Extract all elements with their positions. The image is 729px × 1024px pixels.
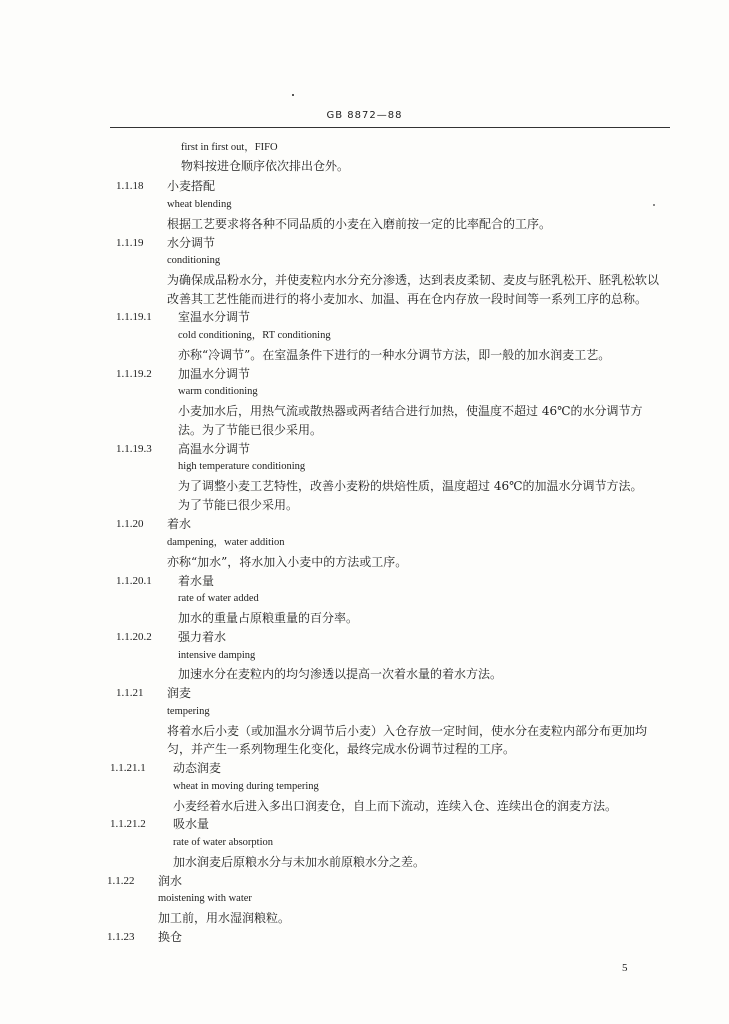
definition: 为确保成品粉水分，并使麦粒内水分充分渗透，达到表皮柔韧、麦皮与胚乳松开、胚乳松软以	[167, 273, 660, 287]
term-number: 1.1.19	[116, 237, 144, 249]
definition: 小麦加水后，用热气流或散热器或两者结合进行加热，使温度不超过 46℃的水分调节方	[178, 404, 643, 418]
header-rule	[110, 127, 670, 128]
term-title: 润麦	[167, 686, 192, 700]
english-term: rate of water absorption	[173, 837, 274, 848]
term-title: 换仓	[158, 930, 183, 944]
definition: 改善其工艺性能而进行的将小麦加水、加温、再在仓内存放一段时间等一系列工序的总称。	[167, 292, 648, 306]
term-title: 吸水量	[173, 817, 210, 831]
term-number: 1.1.18	[116, 180, 144, 192]
term-number: 1.1.21.1	[110, 762, 146, 774]
term-number: 1.1.22	[107, 875, 135, 887]
term-number: 1.1.23	[107, 931, 135, 943]
definition: 匀，并产生一系列物理生化变化，最终完成水份调节过程的工序。	[167, 742, 516, 756]
definition: 将着水后小麦（或加温水分调节后小麦）入仓存放一定时间，使水分在麦粒内部分布更加均	[167, 724, 648, 738]
definition: 加水润麦后原粮水分与未加水前原粮水分之差。	[173, 855, 426, 869]
term-number: 1.1.21.2	[110, 818, 146, 830]
english-term: wheat in moving during tempering	[173, 781, 319, 792]
term-title: 着水量	[178, 574, 215, 588]
english-term: intensive damping	[178, 650, 256, 661]
term-title: 水分调节	[167, 236, 216, 250]
term-number: 1.1.20.2	[116, 631, 152, 643]
term-title: 动态润麦	[173, 761, 222, 775]
english-term: tempering	[167, 706, 210, 717]
term-number: 1.1.21	[116, 687, 144, 699]
english-term: conditioning	[167, 255, 221, 266]
term-title: 加温水分调节	[178, 367, 251, 381]
term-title: 小麦搭配	[167, 179, 216, 193]
definition: 加速水分在麦粒内的均匀渗透以提高一次着水量的着水方法。	[178, 667, 503, 681]
term-title: 室温水分调节	[178, 310, 251, 324]
definition: 加水的重量占原粮重量的百分率。	[178, 611, 359, 625]
english-term: dampening，water addition	[167, 537, 285, 548]
english-term: warm conditioning	[178, 386, 258, 397]
english-term: first in first out，FIFO	[181, 142, 278, 153]
definition: 小麦经着水后进入多出口润麦仓，自上而下流动，连续入仓、连续出仓的润麦方法。	[173, 799, 618, 813]
definition: 亦称“加水”，将水加入小麦中的方法或工序。	[167, 555, 408, 569]
definition: 加工前，用水湿润粮粒。	[158, 911, 291, 925]
term-title: 高温水分调节	[178, 442, 251, 456]
english-term: rate of water added	[178, 593, 259, 604]
english-term: cold conditioning，RT conditioning	[178, 330, 331, 341]
definition: 法。为了节能已很少采用。	[178, 423, 323, 437]
document-header: GB 8872—88	[326, 110, 403, 121]
english-term: wheat blending	[167, 199, 232, 210]
definition: 物料按进仓顺序依次排出仓外。	[181, 159, 350, 173]
term-number: 1.1.19.1	[116, 311, 152, 323]
definition: 为了节能已很少采用。	[178, 498, 299, 512]
term-title: 强力着水	[178, 630, 227, 644]
definition: 为了调整小麦工艺特性，改善小麦粉的烘焙性质，温度超过 46℃的加温水分调节方法。	[178, 479, 643, 493]
term-number: 1.1.20	[116, 518, 144, 530]
definition: 根据工艺要求将各种不同品质的小麦在入磨前按一定的比率配合的工序。	[167, 217, 552, 231]
term-title: 润水	[158, 874, 183, 888]
term-title: 着水	[167, 517, 192, 531]
english-term: high temperature conditioning	[178, 461, 306, 472]
scan-speck	[292, 94, 294, 96]
term-number: 1.1.19.2	[116, 368, 152, 380]
page-number: 5	[622, 962, 628, 974]
scan-speck	[653, 204, 655, 206]
english-term: moistening with water	[158, 893, 252, 904]
term-number: 1.1.19.3	[116, 443, 152, 455]
term-number: 1.1.20.1	[116, 575, 152, 587]
definition: 亦称“冷调节”。在室温条件下进行的一种水分调节方法，即一般的加水润麦工艺。	[178, 348, 611, 362]
